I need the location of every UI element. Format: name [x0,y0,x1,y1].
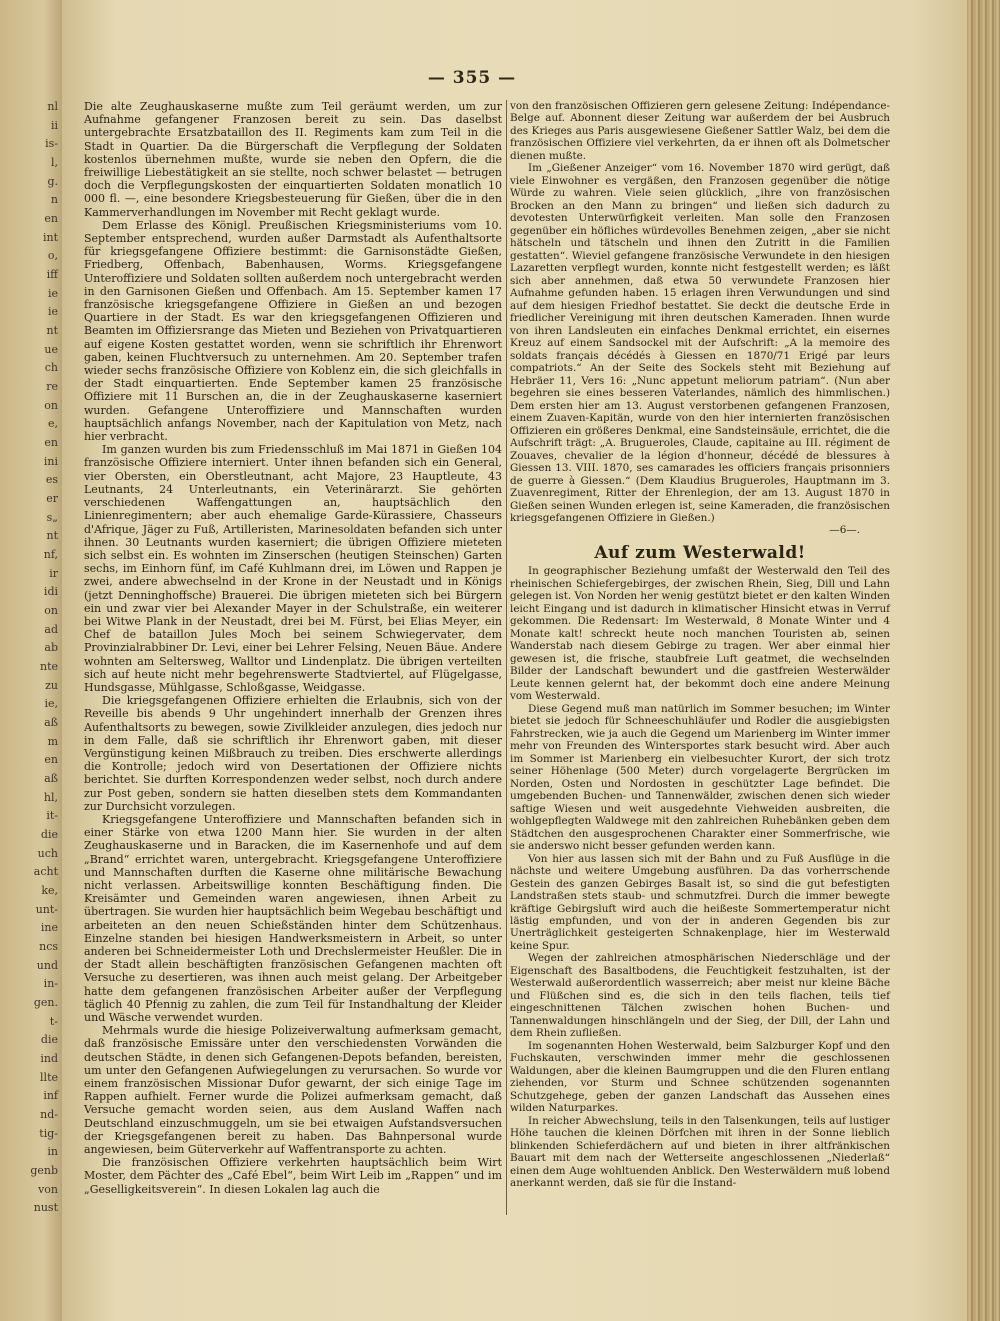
previous-page-fragment: llte [40,1070,58,1084]
author-signature: —6—. [829,524,860,537]
previous-page-fragment: e, [47,417,58,431]
previous-page-fragment: re [46,380,58,393]
previous-page-fragment: en [44,212,58,225]
previous-page-fragment: ii [50,118,58,132]
previous-page-fragment: is- [45,137,58,151]
paragraph: Wegen der zahlreichen atmosphärischen Niederschläge und der Eigenschaft des Basaltbodens, die Feuchtigkeit festzuhalten, ist der Westerwald außerordentlich wasserreich; aber meist nur kleine Bäche und Flüßchen sind es, die sich in den teils flachen, teils tief eingeschnittenen Tälchen zwischen hohen Buchen- und Tannenwaldungen hinschlängeln und der Sieg, der Dill, der Lahn und dem Rhein zufließen. [510,952,890,1040]
previous-page-fragment: s„ [46,510,58,524]
paragraph: Kriegsgefangene Unteroffiziere und Mannschaften befanden sich in einer Stärke von etwa 1200 Mann hier. Sie wurden in der alten Zeughauskaserne und in Baracken, die im Kasernenhofe und auf dem „Brand“ errichtet waren, untergebracht. Kriegsgefangene Unteroffiziere und Mannschaften durften die Kaserne ohne militärische Bewachung nicht verlassen. Arbeitswillige konnten Beschäftigung finden. Die Kreisämter und Gemeinden waren angewiesen, ihnen Arbeit zu übertragen. Sie wurden hier hauptsächlich beim Wegebau beschäftigt und arbeiteten an den neuen Schießständen hinter dem Schützenhaus. Einzelne standen bei hiesigen Handwerksmeistern in Arbeit, so unter anderen bei Schneidermeister Loth und Drechslermeister Heußler. Die in der Stadt allein beschäftigten französischen Gefangenen machten oft Versuche zu desertieren, was ihnen auch meist gelang. Der Arbeitgeber hatte dem gefangenen französischen Arbeiter außer der Verpflegung täglich 40 Pfennig zu zahlen, die zum Teil für Instandhaltung der Kleider und Wäsche verwendet wurden. [84,812,502,1025]
previous-page-fragment: und [36,958,58,972]
previous-page-fragment: ue [44,342,58,356]
paragraph: In reicher Abwechslung, teils in den Talsenkungen, teils auf lustiger Höhe tauchen die kleinen Dörfchen mit ihren in der Sonne lieblich blinkenden Schieferdächern auf und bieten in ihrer altfränkischen Bauart mit dem nach der Wetterseite angeschlossenen „Niederlaß“ einen dem Auge wohltuenden Anblick. Den Westerwäldern muß lobend anerkannt werden, daß sie für die Instand- [510,1114,890,1190]
previous-page-fragment: von [38,1182,58,1196]
paragraph: Im ganzen wurden bis zum Friedensschluß im Mai 1871 in Gießen 104 französische Offiziere interniert. Unter ihnen befanden sich ein General, vier Obersten, ein Oberstleutnant, acht Majore, 23 Hauptleute, 43 Leutnants, 24 Unterleutnants, ein Veterinärarzt. Sie gehörten verschiedenen Waffengattungen an, hauptsächlich den Linienregimentern; aber auch ehemalige Garde-Kürassiere, Chasseurs d'Afrique, Jäger zu Fuß, Artilleristen, Marinesoldaten befanden sich unter ihnen. 30 Leutnants wurden kaserniert; die übrigen Offiziere mieteten sich selbst ein. Es wohnten im Zinserschen (heutigen Steinschen) Garten sechs, im Einhorn fünf, im Café Kuhlmann drei, im Löwen und Rappen je zwei, andere abwechselnd in der Krone in der Neustadt und in Königs (jetzt Denninghoffsche) Brauerei. Die übrigen mieteten sich bei Bürgern ein und zwar vier bei Alexander Mayer in der Schulstraße, ein weiterer bei Witwe Plank in der Neustadt, drei bei M. Fürst, bei Elias Meyer, ein Chef de bataillon Jules Moch bei seinem Schwiegervater, dem Provinzialrabbiner Dr. Levi, einer bei Lehrer Felsing, Neuen Bäue. Andere wohnten am Seltersweg, Walltor und Lindenplatz. Die übrigen verteilten sich auf heute nicht mehr begehrenswerte Stadtviertel, auf Flügelgasse, Hundsgasse, Mühlgasse, Schloßgasse, Weidgasse. [84,443,502,694]
previous-page-fragment: ie, [44,697,58,711]
previous-page-fragment: die [40,1033,58,1047]
previous-page-fragment: genb [30,1164,58,1177]
previous-page-fragment: on [44,604,58,617]
previous-page-fragment: l, [50,156,58,169]
previous-page-fragment: ir [49,566,58,580]
previous-page-fragment: tig- [39,1126,58,1140]
previous-page-fragment: nl [47,100,58,113]
previous-page-fragment: in [47,1145,58,1159]
previous-page-fragment: ke, [41,884,58,897]
previous-page-fragment: unt- [35,902,58,916]
previous-page-fragment: ind [40,1052,58,1065]
paragraph: Die französischen Offiziere verkehrten hauptsächlich beim Wirt Moster, dem Pächter des „Café Ebel“, beim Wirt Leib im „Rappen“ und im „Geselligkeitsverein“. In diesen Lokalen lag auch die [84,1156,502,1196]
paragraph: Im „Gießener Anzeiger“ vom 16. November 1870 wird gerügt, daß viele Einwohner es vergäßen, den Franzosen gegenüber die nötige Würde zu wahren. Viele seien glücklich, „ihre von französischen Brocken an den Mann zu bringen“ und ließen sich dadurch zu devotesten Unterwürfigkeit verleiten. Man solle den Franzosen gegenüber ein höfliches würdevolles Benehmen zeigen, „aber sie nicht hätscheln und tätscheln und ihnen den Zutritt in die Familien gestatten“. Wieviel gefangene französische Verwundete in den hiesigen Lazaretten verpflegt wurden, konnte nicht festgestellt werden; es läßt sich aber annehmen, daß etwa 50 verwundete Franzosen hier Aufnahme gefunden haben. 15 erlagen ihren Verwundungen und sind auf dem hiesigen Friedhof bestattet. Sie deckt die deutsche Erde in friedlicher Vereinigung mit ihren deutschen Kameraden. Ihnen wurde von ihren Landsleuten ein einfaches Denkmal errichtet, ein eisernes Kreuz auf einem Sandsockel mit der Aufschrift: „A la memoire des soldats français décédés à Giessen en 1870/71 Erigé par leurs compatriots.“ An der Seite des Sockels steht mit Beziehung auf Hebräer 11, Vers 16: „Nunc appetunt meliorum patriam“. (Nun aber begehren sie eines besseren Vaterlandes, nämlich des himmlischen.) Dem ersten hier am 13. August verstorbenen gefangenen Franzosen, einem Zuaven-Kapitän, wurde von den hier internierten französischen Offizieren ein größeres Denkmal, eine Sandsteinsäule, errichtet, die die Aufschrift trägt: „A. Brugueroles, Claude, capitaine au III. régiment de Zouaves, chevalier de la légion d'honneur, décédé de blessures à Giessen 13. VIII. 1870, ses camarades les officiers français prisonniers de guerre à Giessen.“ (Dem Klaudius Brugueroles, Hauptmann im 3. Zuavenregiment, Ritter der Ehrenlegion, der am 13. August 1870 in Gießen seinen Wunden erlegen ist, seine Kameraden, die französischen kriegsgefangenen Offiziere in Gießen.) [510,162,890,524]
previous-page-fragment: inf [43,1089,58,1103]
previous-page-edge [0,0,62,1321]
previous-page-fragment: en [44,436,58,449]
previous-page-fragment: ab [44,641,58,655]
book-edge [967,0,1000,1321]
previous-page-fragment: nust [33,1201,58,1215]
previous-page-fragment: m [47,734,58,748]
left-column [84,100,502,1196]
previous-page-fragment: es [45,473,58,487]
previous-page-fragment: on [44,398,58,412]
paragraph: Diese Gegend muß man natürlich im Sommer besuchen; im Winter bietet sie jedoch für Schneeschuhläufer und Rodler die ausgiebigsten Fahrstrecken, wie ja auch die Gegend um Marienberg im Winter immer mehr von Freunden des Wintersportes stark besucht wird. Aber auch im Sommer ist Marienberg ein vielbesuchter Kurort, der sich trotz seiner Höhenlage (500 Meter) durch vorgelagerte Bergrücken im Norden, Osten und Nordosten in geschützter Lage befindet. Die umgebenden Buchen- und Tannenwälder, zwischen denen sich wieder saftige Wiesen und weit ausgedehnte Viehweiden ausbreiten, die wohlgepflegten Waldwege mit den zahlreichen Ruhebänken geben dem Städtchen den ausgesprochenen Charakter einer Sommerfrische, wie sie anderswo nicht besser gefunden werden kann. [510,702,890,853]
paragraph: In geographischer Beziehung umfaßt der Westerwald den Teil des rheinischen Schiefergebirges, der zwischen Rhein, Sieg, Dill und Lahn gelegen ist. Von Norden her wenig gestützt bietet er den kalten Winden leicht Eingang und ist dadurch in klimatischer Hinsicht etwas in Verruf gekommen. Die Redensart: Im Westerwald, 8 Monate Winter und 4 Monate kalt! schreckt heute noch manchen Touristen ab, seinen Wanderstab nach diesem Gebirge zu tragen. Wer aber einmal hier gewesen ist, die frische, staubfreie Luft geatmet, die wechselnden Bilder der Landschaft bewundert und die gastfreien Westerwälder Leute kennen gelernt hat, der bekommt doch eine andere Meinung vom Westerwald. [510,565,890,703]
previous-page-fragment: nte [39,660,58,673]
previous-page-fragment: die [40,828,58,841]
previous-page-fragment: aß [44,772,58,785]
previous-page-fragment: ch [44,361,58,375]
paragraph: Im sogenannten Hohen Westerwald, beim Salzburger Kopf und den Fuchskauten, verschwinden immer mehr die geschlossenen Waldungen, aber die kleinen Baumgruppen und die den Fluren entlang ziehenden, vor Sturm und Schnee schützenden sogenannten Schutzgehege, geben der ganzen Landschaft das Aussehen eines wilden Naturparkes. [510,1039,890,1115]
previous-page-fragment: er [46,492,58,505]
column-rule [506,100,507,1215]
previous-page-fragment: t- [49,1014,58,1028]
right-column [510,100,890,1190]
previous-page-fragment: in- [43,977,58,991]
paragraph: Die kriegsgefangenen Offiziere erhielten die Erlaubnis, sich von der Reveille bis abends 9 Uhr ungehindert innerhalb der Grenzen ihres Aufenthaltsorts zu bewegen, sowie Zivilkleider anzulegen, dies jedoch nur in dem Falle, daß sie schriftlich ihr Ehrenwort gaben, mit dieser Vergünstigung keinen Mißbrauch zu treiben. Dies erschwerte allerdings die Kontrolle; jedoch wird von Desertationen der Offiziere nichts berichtet. Sie durften Korrespondenzen weder selbst, noch durch andere zur Post geben, sondern sie hatten dieselben stets dem Kommandanten zur Durchsicht vorzulegen. [84,694,502,813]
previous-page-fragment: zu [45,678,58,692]
previous-page-fragment: iff [46,268,58,281]
previous-page-fragment: acht [33,865,58,879]
previous-page-fragment: nt [46,529,58,543]
previous-page-fragment: n [50,193,58,207]
paragraph: Die alte Zeughauskaserne mußte zum Teil geräumt werden, um zur Aufnahme gefangener Franzosen bereit zu sein. Das daselbst untergebrachte Ersatzbataillon des II. Regiments kam zum Teil in die Stadt in Quartier. Da die Bürgerschaft die Verpflegung der Soldaten kostenlos übernehmen mußte, wurde sie neben den Opfern, die die freiwillige Liebestätigkeit an sie stellte, noch schwer belastet — betrugen doch die Verpflegungskosten der einquartierten Soldaten monatlich 10 000 fl. —, eine besondere Kriegsbesteuerung für Gießen, über die in den Kammerverhandlungen im November mit Recht geklagt wurde. [84,100,502,219]
previous-page-fragment: ad [44,622,58,636]
paragraph: von den französischen Offizieren gern gelesene Zeitung: Indépendance-Belge auf. Abonnent dieser Zeitung war außerdem der bei Ausbruch des Krieges aus Paris ausgewiesene Gießener Sattler Walz, bei dem die französischen Offiziere viel verkehrten, da er ihnen oft als Dolmetscher dienen mußte. [510,100,890,162]
previous-page-fragment: nf, [43,548,58,561]
previous-page-fragment: g. [47,174,58,188]
previous-page-fragment: ncs [39,940,58,953]
previous-page-fragment: nt [46,324,58,337]
previous-page-fragment: o, [47,249,58,263]
paragraph: Von hier aus lassen sich mit der Bahn und zu Fuß Ausflüge in die nächste und weitere Umgebung ausführen. Da das vorherrschende Gestein des ganzen Gebirges Basalt ist, so sind die gut befestigten Landstraßen stets staub- und schmutzfrei. Durch die immer bewegte kräftige Gebirgsluft wird auch die heißeste Sommertemperatur nicht lästig empfunden, und von der in anderen Gegenden bis zur Unerträglichkeit gesteigerten Schnakenplage, hier im Westerwald keine Spur. [510,852,890,952]
previous-page-fragment: int [42,230,58,244]
paragraph: Mehrmals wurde die hiesige Polizeiverwaltung aufmerksam gemacht, daß französische Emissäre unter den verschiedensten Vorwänden die deutschen Städte, in denen sich Gefangenen-Depots befanden, bereisten, um unter den Gefangenen Aufwiegelungen zu verursachen. So wurde vor einem französischen Missionar Dufor gewarnt, der sich einige Tage im Rappen aufhielt. Ferner wurde die Polizei aufmerksam gemacht, daß Versuche gemacht worden seien, aus dem Ausland Waffen nach Deutschland einzuschmuggeln, um sie bei etwaigen Aufstandsversuchen der Kriegsgefangenen bereit zu haben. Das Bahnpersonal wurde angewiesen, beim Güterverkehr auf Waffentransporte zu achten. [84,1024,502,1157]
article-heading: Auf zum Westerwald! [594,542,806,563]
previous-page-fragment: hl, [43,790,58,804]
previous-page-fragment: idi [43,585,58,599]
previous-page-fragment: uch [37,846,58,860]
previous-page-fragment: ini [43,454,58,468]
paragraph: Dem Erlasse des Königl. Preußischen Kriegsministeriums vom 10. September entsprechend, wurden außer Darmstadt als Aufenthaltsorte für kriegsgefangene Offiziere bestimmt: die Garnisonstädte Gießen, Friedberg, Offenbach, Babenhausen, Worms. Kriegsgefangene Unteroffiziere und Soldaten sollten außerdem noch untergebracht werden in den Garnisonen Gießen und Offenbach. Am 15. September kamen 17 französische kriegsgefangene Offiziere in Gießen an und bezogen Quartiere in der Stadt. Es war den kriegsgefangenen Offizieren und Beamten im Offiziersrange das Mieten und Beziehen von Privatquartieren auf eigene Kosten gestattet worden, wenn sie schriftlich ihr Ehrenwort gaben, keinen Fluchtversuch zu unternehmen. Am 20. September trafen wieder sechs französische Offiziere von Koblenz ein, die sich gleichfalls in der Stadt einquartierten. Ende September kamen 25 französische Offiziere mit 11 Burschen an, die in der Zeughauskaserne kaserniert wurden. Gefangene Unteroffiziere und Mannschaften wurden hauptsächlich anfangs November, nach der Kapitulation von Metz, nach hier verbracht. [84,218,502,444]
previous-page-fragment: ine [40,921,58,935]
previous-page-fragment: ie [47,305,58,319]
previous-page-fragment: aß [44,716,58,729]
previous-page-fragment: gen. [33,996,58,1009]
previous-page-fragment: ie [47,286,58,300]
page-number: — 355 — [427,68,517,88]
previous-page-fragment: nd- [40,1108,58,1121]
previous-page-fragment: en [44,753,58,767]
previous-page-fragment: it- [46,809,58,823]
